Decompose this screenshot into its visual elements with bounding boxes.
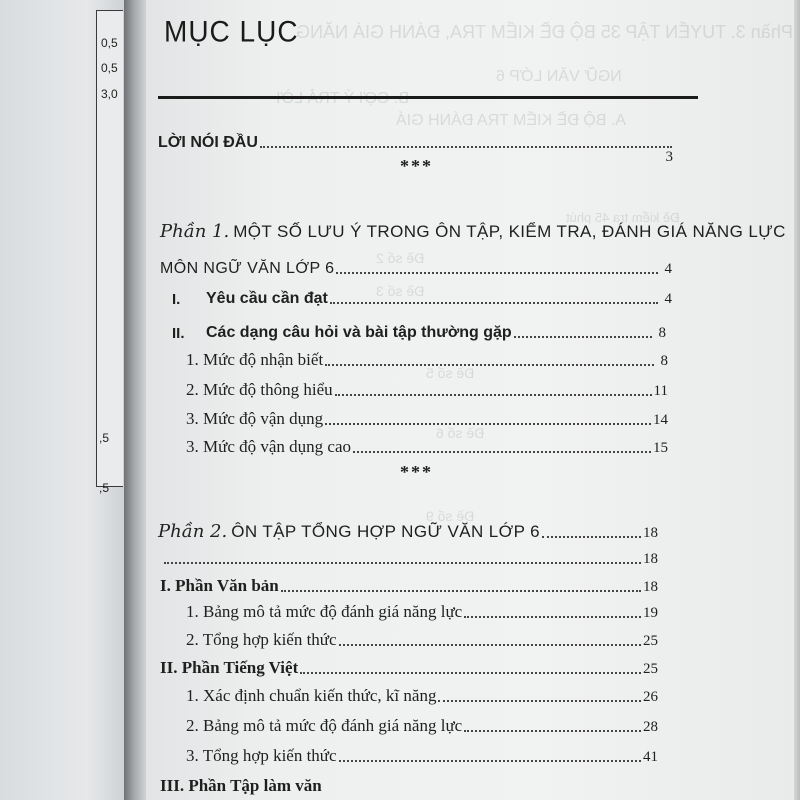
toc-label: 2. Tổng hợp kiến thức: [186, 630, 337, 649]
previous-page: [0, 0, 124, 800]
toc-label: LỜI NÓI ĐẦU: [158, 134, 258, 151]
toc-entry-vietnamese-section[interactable]: [160, 654, 658, 678]
toc-label: 1. Mức độ nhận biết: [186, 350, 324, 369]
bleed-through-text: Đề số 3: [376, 283, 425, 299]
toc-entry-text-section[interactable]: [160, 572, 658, 596]
toc-page-number: 41: [643, 749, 658, 765]
toc-label: 3. Mức độ vận dụng: [186, 409, 324, 428]
bleed-through-text: [276, 90, 409, 108]
toc-entry-part1-cont[interactable]: [160, 254, 672, 278]
toc-entry-question-types[interactable]: [172, 318, 666, 342]
toc-page-number: 11: [653, 383, 668, 399]
toc-label: Các dạng câu hỏi và bài tập thường gặp: [206, 324, 512, 341]
toc-entry-requirements[interactable]: [172, 284, 672, 308]
section-separator: ***: [400, 462, 433, 482]
leader-dots: [281, 590, 641, 592]
toc-label: 2. Bảng mô tả mức độ đánh giá năng lực: [186, 716, 463, 735]
toc-page-number: 18: [643, 551, 658, 567]
title-underline: [158, 96, 698, 99]
toc-entry-level-4[interactable]: [186, 433, 668, 457]
leader-dots: [325, 364, 654, 366]
toc-entry-preface[interactable]: [158, 128, 674, 152]
toc-page-number: 25: [643, 661, 658, 677]
score-column-box: [96, 10, 123, 495]
toc-entry-level-1[interactable]: [186, 346, 668, 370]
bleed-through-text: Đề số 9: [426, 508, 475, 524]
bleed-through-text: Đề số 6: [436, 425, 485, 441]
toc-label: Yêu cầu cần đạt: [206, 290, 328, 307]
toc-page-number: 15: [653, 440, 668, 456]
toc-entry-text-assessment[interactable]: [186, 598, 658, 622]
toc-entry-part2[interactable]: [158, 518, 658, 542]
leader-dots: [325, 423, 651, 425]
toc-label: 2. Mức độ thông hiểu: [186, 380, 333, 399]
toc-page-number: 14: [653, 412, 668, 428]
toc-page-number: 26: [643, 689, 658, 705]
toc-page-number: 28: [643, 719, 658, 735]
page-title: MỤC LỤC: [164, 15, 299, 48]
margin-number: ,5: [99, 481, 110, 495]
bleed-through-text: Phần 3. TUYỂN TẬP 35 BỘ ĐỀ KIỂM TRA, ĐÁNH GIÁ NĂNG: [296, 22, 793, 42]
toc-page-number: 4: [664, 291, 672, 307]
toc-entry-vn-knowledge[interactable]: [186, 742, 658, 766]
leader-dots: [514, 336, 652, 338]
page-edge: [794, 0, 800, 800]
margin-number: 0,5: [101, 36, 118, 50]
toc-label: 3. Mức độ vận dụng cao: [186, 437, 352, 456]
toc-label: 1. Bảng mô tả mức độ đánh giá năng lực: [186, 602, 463, 621]
leader-dots: [339, 644, 641, 646]
toc-label: 3. Tổng hợp kiến thức: [186, 746, 337, 765]
leader-dots: [336, 272, 658, 274]
section-separator: ***: [400, 156, 433, 176]
bleed-through-text: Đề số 2: [376, 250, 425, 266]
leader-dots: [438, 700, 641, 702]
toc-page-number: 8: [658, 325, 666, 341]
toc-entry-level-2[interactable]: [186, 376, 668, 400]
toc-label: III. Phần Tập làm văn: [160, 776, 322, 795]
toc-page-number: [661, 142, 681, 166]
margin-number: 0,5: [101, 61, 118, 75]
leader-dots: [464, 616, 641, 618]
bleed-through-text: Đề kiểm tra 45 phút: [566, 210, 680, 225]
toc-entry-writing-section[interactable]: [160, 772, 520, 796]
toc-entry-text-knowledge[interactable]: [186, 626, 658, 650]
leader-dots: [300, 672, 641, 674]
toc-label: II. Phần Tiếng Việt: [160, 658, 299, 677]
leader-dots: [353, 451, 651, 453]
bleed-through-text: Đề số 5: [426, 365, 475, 381]
leader-dots: [335, 394, 652, 396]
bleed-through-text: NGỮ VĂN LỚP 6: [496, 68, 622, 85]
toc-page: [146, 0, 800, 800]
toc-page-number: 18: [643, 525, 658, 541]
toc-label: ÔN TẬP TỔNG HỢP NGỮ VĂN LỚP 6: [231, 522, 541, 541]
toc-page-number: 8: [660, 353, 668, 369]
roman-numeral: II.: [172, 325, 185, 342]
toc-label: MÔN NGỮ VĂN LỚP 6: [160, 260, 335, 277]
toc-entry-level-3[interactable]: [186, 405, 668, 429]
leader-dots: [260, 146, 672, 148]
toc-page-number: 25: [643, 633, 658, 649]
toc-entry-vn-assessment[interactable]: [186, 712, 658, 736]
leader-dots: [164, 562, 641, 564]
book-gutter: [124, 0, 146, 800]
leader-dots: [330, 302, 658, 304]
bleed-through-text: A. BỘ ĐỀ KIỂM TRA ĐÁNH GIÁ: [396, 112, 626, 129]
toc-page-number: 18: [643, 579, 658, 595]
toc-page-number: 3: [665, 149, 673, 165]
toc-entry-vn-standards[interactable]: [186, 682, 658, 706]
part-prefix: Phần 1.: [160, 221, 230, 242]
toc-label: MỘT SỐ LƯU Ý TRONG ÔN TẬP, KIỂM TRA, ĐÁNH GIÁ NĂNG LỰC: [233, 222, 786, 241]
toc-page-number: 19: [643, 605, 658, 621]
toc-label: 1. Xác định chuẩn kiến thức, kĩ năng: [186, 686, 437, 705]
toc-entry-part1[interactable]: [160, 218, 786, 242]
margin-number: 3,0: [101, 87, 118, 101]
toc-page-number: 4: [664, 261, 672, 277]
leader-dots: [542, 536, 641, 538]
toc-label: I. Phần Văn bản: [160, 576, 279, 595]
part-prefix: Phần 2.: [158, 521, 228, 542]
margin-number: ,5: [99, 431, 110, 445]
toc-entry-part2-leader: [162, 544, 658, 568]
roman-numeral: I.: [172, 291, 181, 308]
leader-dots: [339, 760, 641, 762]
leader-dots: [464, 730, 641, 732]
